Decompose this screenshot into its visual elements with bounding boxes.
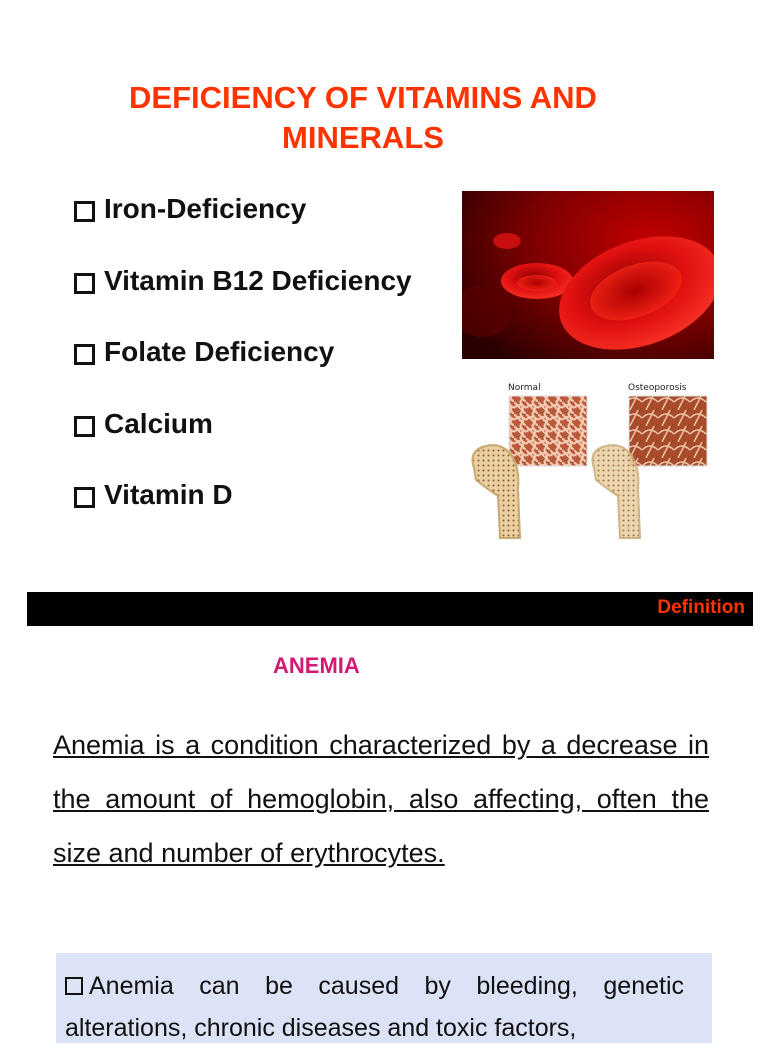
list-item: Vitamin D — [74, 479, 412, 551]
note-box — [56, 953, 712, 1043]
checkbox-bullet-icon — [74, 416, 95, 437]
checkbox-bullet-icon — [65, 977, 83, 995]
bone-label-osteoporosis: Osteoporosis — [628, 383, 687, 393]
checkbox-bullet-icon — [74, 487, 95, 508]
list-item: Calcium — [74, 408, 412, 480]
note-text: Anemia can be caused by bleeding, genetic alterations, chronic diseases and toxic factors, — [65, 972, 684, 1042]
osteoporosis-image — [466, 378, 716, 544]
red-blood-cells-image — [462, 191, 714, 359]
section-header-bar — [27, 592, 753, 626]
slide-title: DEFICIENCY OF VITAMINS AND MINERALS — [129, 80, 597, 155]
deficiency-list — [74, 193, 412, 551]
list-item: Folate Deficiency — [74, 336, 412, 408]
note-paragraph — [65, 965, 684, 1049]
bone-label-normal: Normal — [508, 383, 541, 393]
checkbox-bullet-icon — [74, 201, 95, 222]
section-label: Definition — [657, 597, 745, 618]
list-item: Vitamin B12 Deficiency — [74, 265, 412, 337]
section-title: ANEMIA — [273, 653, 360, 678]
list-item: Iron-Deficiency — [74, 193, 412, 265]
checkbox-bullet-icon — [74, 273, 95, 294]
definition-text: Anemia is a condition characterized by a decrease in the amount of hemoglobin, also affecting, often the size and number of erythrocytes. — [53, 730, 709, 868]
checkbox-bullet-icon — [74, 344, 95, 365]
